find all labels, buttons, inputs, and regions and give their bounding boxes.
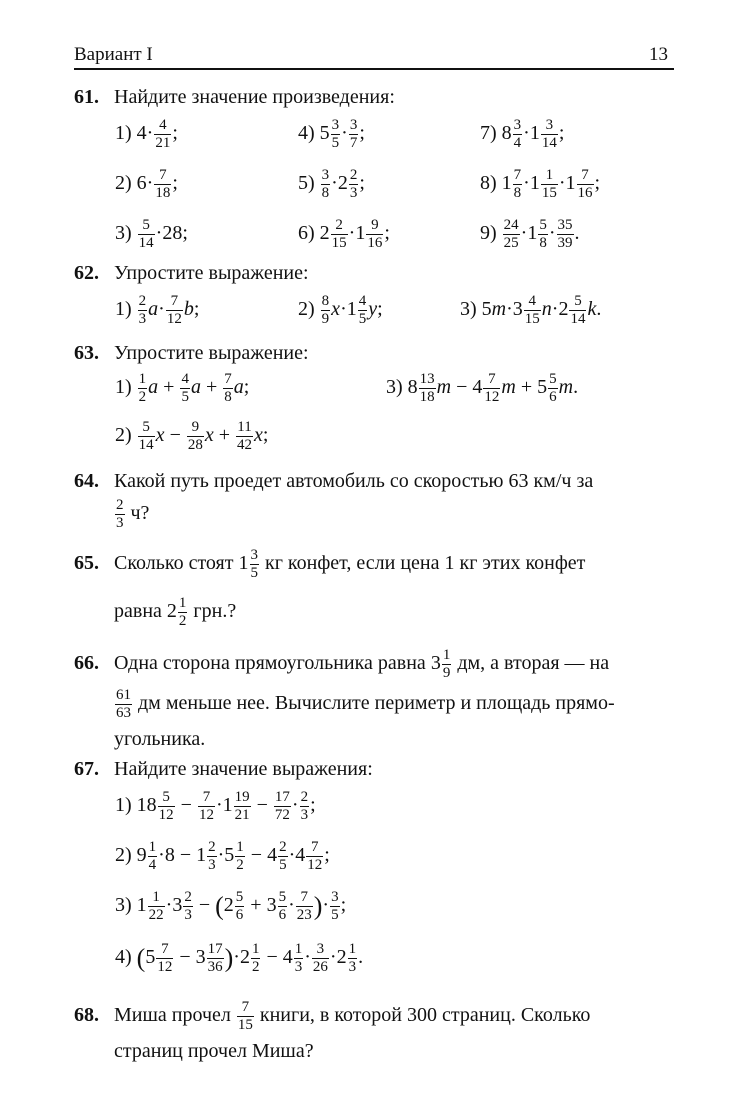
p61-item-6: 6) 2 $\frac{2}{15}$ ·1 $\frac{9}{16}$ ; bbox=[298, 217, 390, 251]
page-number: 13 bbox=[649, 44, 668, 65]
p62-item-2: 2) $\frac{8}{9}$ x·1 $\frac{4}{5}$ y; bbox=[298, 293, 383, 327]
p61-item-9: 9) $\frac{24}{25}$ ·1 $\frac{5}{8}$ · $\frac{35}{39}$ . bbox=[480, 217, 580, 251]
p68-line2: страниц прочел Миша? bbox=[114, 1040, 314, 1062]
p61-item-8: 8) 1 $\frac{7}{8}$ ·1 $\frac{1}{15}$ ·1 $\frac{7}{16}$ ; bbox=[480, 167, 601, 201]
page-header bbox=[74, 40, 674, 70]
problem-67: 67. Найдите значение выражения: bbox=[74, 758, 373, 780]
p67-item-2: 2) 9 $\frac{1}{4}$ ·8 − 1 $\frac{2}{3}$ ·5 $\frac{1}{2}$ − 4 $\frac{2}{5}$ ·4 $\frac{7}{12}$ ; bbox=[115, 839, 330, 873]
problem-68: 68. Миша прочел $\frac{7}{15}$ книги, в которой 300 страниц. Сколько bbox=[74, 999, 591, 1033]
p61-item-2: 2) 6· $\frac{7}{18}$ ; bbox=[115, 167, 178, 201]
problem-63: 63. Упростите выражение: bbox=[74, 342, 309, 364]
problem-61: 61. Найдите значение произведения: bbox=[74, 86, 395, 108]
problem-65: 65. Сколько стоят 1 $\frac{3}{5}$ кг конфет, если цена 1 кг этих конфет bbox=[74, 547, 586, 581]
problem-62: 62. Упростите выражение: bbox=[74, 262, 309, 284]
p67-item-1: 1) 18 $\frac{5}{12}$ − $\frac{7}{12}$ ·1 $\frac{19}{21}$ − $\frac{17}{72}$ · $\frac{2}{3}$ ; bbox=[115, 789, 316, 823]
p62-item-1: 1) $\frac{2}{3}$ a· $\frac{7}{12}$ b; bbox=[115, 293, 200, 327]
p61-item-1: 1) 4· $\frac{4}{21}$ ; bbox=[115, 117, 178, 151]
variant-label: Вариант I bbox=[74, 44, 153, 65]
p61-item-7: 7) 8 $\frac{3}{4}$ ·1 $\frac{3}{14}$ ; bbox=[480, 117, 565, 151]
p62-item-3: 3) 5m·3 $\frac{4}{15}$ n·2 $\frac{5}{14}$ k. bbox=[460, 293, 602, 327]
p61-item-4: 4) 5 $\frac{3}{5}$ · $\frac{3}{7}$ ; bbox=[298, 117, 365, 151]
p65-line2: равна 2 $\frac{1}{2}$ грн.? bbox=[114, 595, 237, 629]
p63-item-1: 1) $\frac{1}{2}$ a + $\frac{4}{5}$ a + $\frac{7}{8}$ a; bbox=[115, 371, 250, 405]
p67-item-3: 3) 1 $\frac{1}{22}$ ·3 $\frac{2}{3}$ − (2 $\frac{5}{6}$ + 3 $\frac{5}{6}$ · $\frac{7}{23}$ )· $\frac{3}{5}$ ; bbox=[115, 889, 347, 923]
p66-line2: $\frac{61}{63}$ дм меньше нее. Вычислите периметр и площадь прямо- bbox=[116, 687, 615, 721]
p63-item-2: 2) $\frac{5}{14}$ x − $\frac{9}{28}$ x + $\frac{11}{42}$ x; bbox=[115, 419, 269, 453]
p64-tail: $\frac{2}{3}$ ч? bbox=[116, 497, 150, 531]
p63-item-3: 3) 8 $\frac{13}{18}$ m − 4 $\frac{7}{12}$ m + 5 $\frac{5}{6}$ m. bbox=[386, 371, 579, 405]
p61-item-3: 3) $\frac{5}{14}$ ·28; bbox=[115, 217, 188, 251]
problem-64: 64. Какой путь проедет автомобиль со скоростью 63 км/ч за bbox=[74, 470, 594, 492]
p67-item-4: 4) (5 $\frac{7}{12}$ − 3 $\frac{17}{36}$ )·2 $\frac{1}{2}$ − 4 $\frac{1}{3}$ · $\frac{3}{26}$ ·2 $\frac{1}{3}$ . bbox=[115, 941, 364, 975]
problem-66: 66. Одна сторона прямоугольника равна 3 $\frac{1}{9}$ дм, а вторая — на bbox=[74, 647, 610, 681]
p66-line3: угольника. bbox=[114, 728, 206, 750]
p61-item-5: 5) $\frac{3}{8}$ ·2 $\frac{2}{3}$ ; bbox=[298, 167, 365, 201]
